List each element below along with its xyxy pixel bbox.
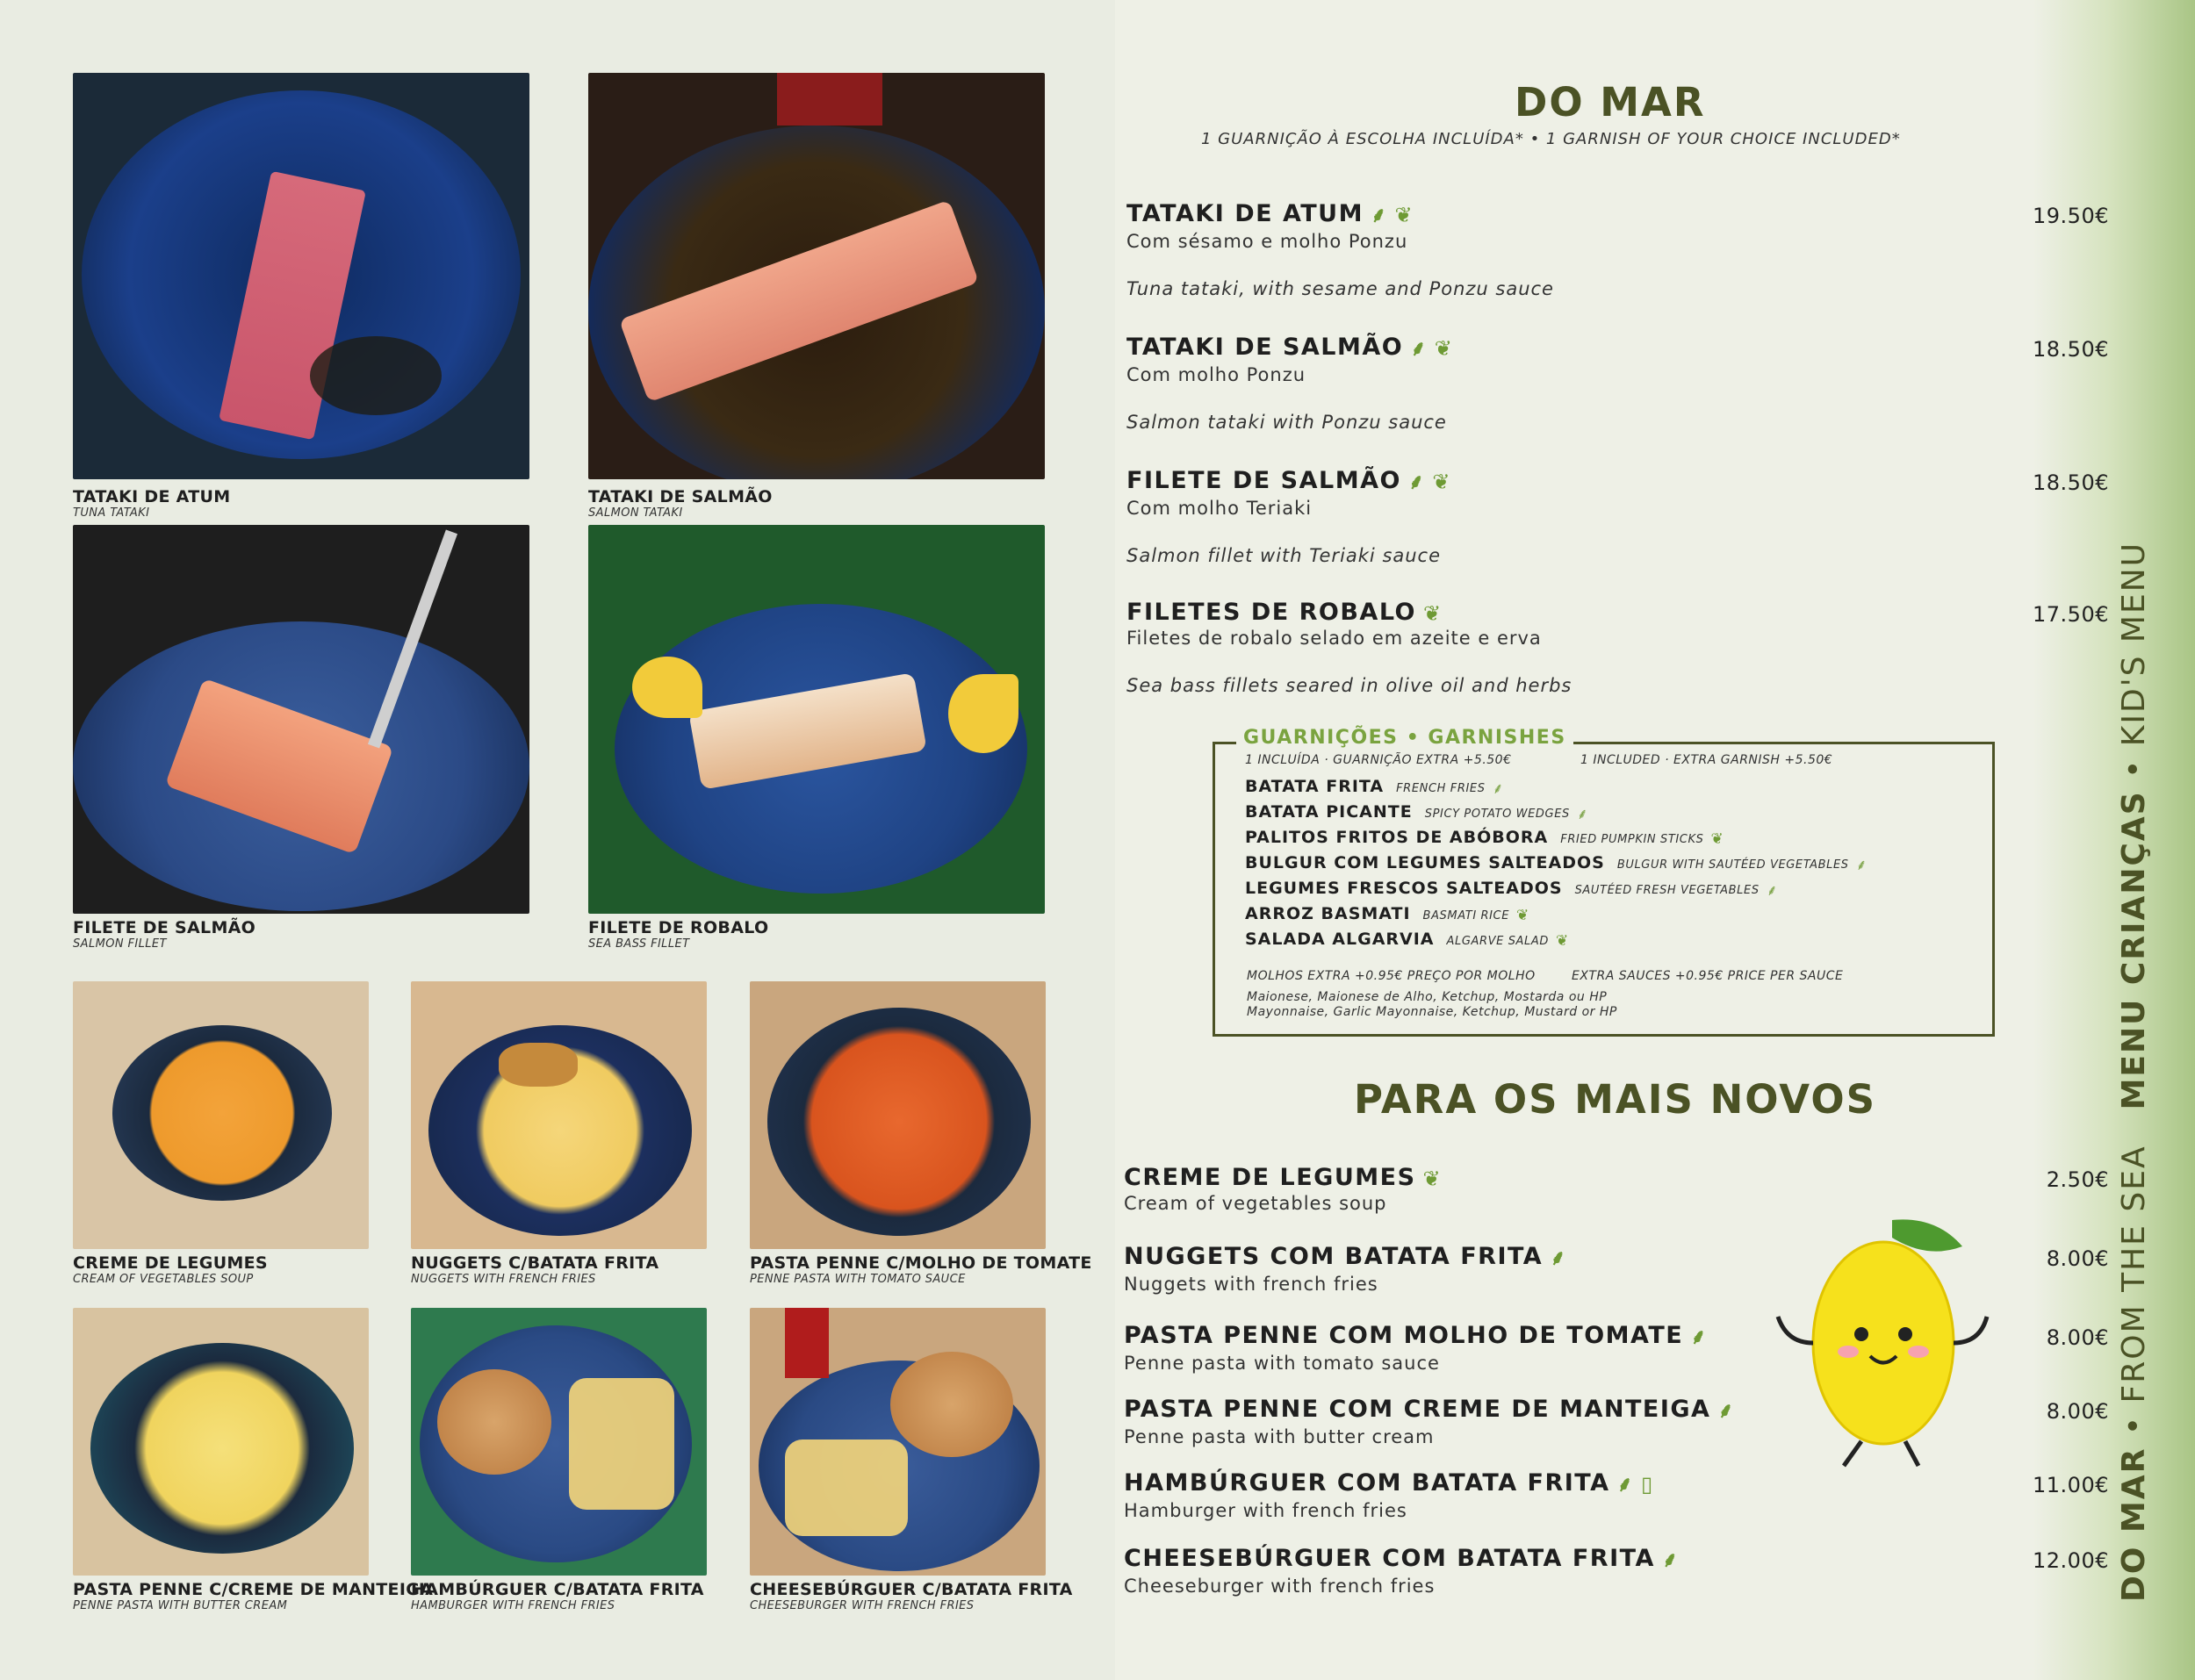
menu-item	[1126, 599, 1572, 696]
photo-subtitle: SALMON TATAKI	[588, 506, 683, 520]
menu-item	[1124, 1545, 1679, 1597]
photo-subtitle: NUGGETS WITH FRENCH FRIES	[411, 1273, 596, 1286]
garnish-item: BATATA FRITA FRENCH FRIES ⸙	[1245, 777, 1504, 798]
section-title-kids: PARA OS MAIS NOVOS	[1354, 1076, 1876, 1123]
leaf-icon: ❦	[1555, 931, 1569, 950]
wheat-icon: ⸙	[1766, 882, 1778, 900]
sauces-list-en: Mayonnaise, Garlic Mayonnaise, Ketchup, Mustard or HP	[1247, 1005, 1617, 1019]
photo-salmon-tataki	[588, 73, 1045, 479]
milk-icon: ▯	[1641, 1471, 1654, 1497]
sauces-price-en: EXTRA SAUCES +0.95€ PRICE PER SAUCE	[1572, 969, 1844, 983]
photo-subtitle: PENNE PASTA WITH BUTTER CREAM	[73, 1599, 288, 1612]
leaf-icon: ❦	[1394, 202, 1414, 227]
photo-subtitle: TUNA TATAKI	[73, 506, 150, 520]
leaf-icon: ❦	[1516, 906, 1529, 924]
leaf-icon: ❦	[1710, 829, 1724, 848]
wheat-icon: ⸙	[1550, 1246, 1567, 1270]
photo-subtitle: CHEESEBURGER WITH FRENCH FRIES	[750, 1599, 975, 1612]
item-description-en: Cheeseburger with french fries	[1124, 1576, 1436, 1597]
item-description-en: Hamburger with french fries	[1124, 1500, 1407, 1521]
menu-item	[1124, 1243, 1567, 1295]
leaf-icon: ❦	[1432, 469, 1452, 494]
photo-title: NUGGETS C/BATATA FRITA	[411, 1253, 659, 1273]
item-description-en: Cream of vegetables soup	[1124, 1193, 1387, 1214]
wheat-icon: ⸙	[1717, 1398, 1735, 1423]
photo-title: CHEESEBÚRGUER C/BATATA FRITA	[750, 1580, 1073, 1599]
wheat-icon: ⸙	[1410, 336, 1428, 361]
lemon-mascot-illustration	[1760, 1211, 2006, 1475]
item-description-pt: Com molho Teriaki	[1126, 498, 1313, 519]
item-name: CREME DE LEGUMES	[1124, 1164, 1416, 1191]
menu-item	[1126, 334, 1453, 433]
wheat-icon: ⸙	[1492, 780, 1504, 798]
garnish-item: BULGUR COM LEGUMES SALTEADOS BULGUR WITH SAUTÉED VEGETABLES ⸙	[1245, 853, 1868, 874]
wheat-icon: ⸙	[1407, 470, 1426, 494]
menu-item	[1126, 200, 1554, 299]
photo-tuna-tataki	[73, 73, 529, 479]
photo-title: FILETE DE ROBALO	[588, 918, 769, 937]
garnish-item: ARROZ BASMATI BASMATI RICE ❦	[1245, 904, 1529, 924]
garnish-item: SALADA ALGARVIA ALGARVE SALAD ❦	[1245, 930, 1569, 950]
photo-title: PASTA PENNE C/CREME DE MANTEIGA	[73, 1580, 434, 1599]
item-price: 2.50€	[2046, 1167, 2109, 1192]
item-description-en: Nuggets with french fries	[1124, 1274, 1378, 1295]
photo-nuggets	[411, 981, 707, 1249]
garnish-item: PALITOS FRITOS DE ABÓBORA FRIED PUMPKIN STICKS ❦	[1245, 828, 1724, 848]
photo-cheeseburger	[750, 1308, 1046, 1576]
item-description-en: Penne pasta with butter cream	[1124, 1426, 1435, 1447]
menu-item	[1124, 1164, 1442, 1214]
item-name: NUGGETS COM BATATA FRITA	[1124, 1243, 1544, 1270]
wheat-icon: ⸙	[1661, 1547, 1680, 1572]
menu-item	[1126, 467, 1451, 566]
sauces-list-pt: Maionese, Maionese de Alho, Ketchup, Mostarda ou HP	[1247, 990, 1608, 1004]
photo-subtitle: SALMON FILLET	[73, 937, 167, 951]
photo-penne-butter	[73, 1308, 369, 1576]
photo-subtitle: CREAM OF VEGETABLES SOUP	[73, 1273, 254, 1286]
item-price: 17.50€	[2033, 602, 2109, 627]
item-name: CHEESEBÚRGUER COM BATATA FRITA	[1124, 1545, 1655, 1572]
item-description-en: Tuna tataki, with sesame and Ponzu sauce	[1126, 278, 1554, 299]
wheat-icon: ⸙	[1576, 806, 1588, 823]
item-description-en: Salmon fillet with Teriaki sauce	[1126, 545, 1442, 566]
photo-title: TATAKI DE SALMÃO	[588, 487, 773, 506]
photo-soup	[73, 981, 369, 1249]
item-price: 8.00€	[2046, 1399, 2109, 1424]
item-description-pt: Filetes de robalo selado em azeite e erva	[1126, 628, 1542, 649]
item-name: TATAKI DE SALMÃO	[1126, 334, 1404, 361]
section-subtitle-do-mar: 1 GUARNIÇÃO À ESCOLHA INCLUÍDA* • 1 GARNISH OF YOUR CHOICE INCLUDED*	[1201, 130, 1901, 148]
menu-item	[1124, 1322, 1708, 1374]
menu-item	[1124, 1469, 1654, 1521]
item-description-pt: Com molho Ponzu	[1126, 364, 1306, 385]
garnish-item: BATATA PICANTE SPICY POTATO WEDGES ⸙	[1245, 802, 1588, 823]
item-description-pt: Com sésamo e molho Ponzu	[1126, 231, 1408, 252]
garnish-item: LEGUMES FRESCOS SALTEADOS SAUTÉED FRESH VEGETABLES ⸙	[1245, 879, 1778, 900]
side-section-label: DO MAR • FROM THE SEAMENU CRIANÇAS • KID'S MENU	[2116, 541, 2152, 1602]
wheat-icon: ⸙	[1370, 203, 1388, 227]
item-price: 18.50€	[2033, 337, 2109, 362]
item-price: 19.50€	[2033, 204, 2109, 228]
photo-title: HAMBÚRGUER C/BATATA FRITA	[411, 1580, 704, 1599]
item-name: PASTA PENNE COM CREME DE MANTEIGA	[1124, 1396, 1711, 1423]
garnishes-title: GUARNIÇÕES • GARNISHES	[1236, 727, 1573, 749]
photo-sea-bass	[588, 525, 1045, 914]
item-price: 18.50€	[2033, 470, 2109, 495]
item-price: 12.00€	[2033, 1548, 2109, 1573]
photo-hamburger	[411, 1308, 707, 1576]
photo-title: FILETE DE SALMÃO	[73, 918, 256, 937]
garnishes-note-en: 1 INCLUDED · EXTRA GARNISH +5.50€	[1580, 753, 1833, 767]
item-name: HAMBÚRGUER COM BATATA FRITA	[1124, 1469, 1610, 1497]
wheat-icon: ⸙	[1616, 1472, 1635, 1497]
item-name: FILETE DE SALMÃO	[1126, 467, 1401, 494]
photo-penne-tomato	[750, 981, 1046, 1249]
photo-title: CREME DE LEGUMES	[73, 1253, 268, 1273]
item-name: FILETES DE ROBALO	[1126, 599, 1417, 626]
photo-subtitle: SEA BASS FILLET	[588, 937, 690, 951]
sauces-price-pt: MOLHOS EXTRA +0.95€ PREÇO POR MOLHO	[1247, 969, 1536, 983]
item-name: TATAKI DE ATUM	[1126, 200, 1364, 227]
wheat-icon: ⸙	[1855, 857, 1868, 874]
item-description-en: Salmon tataki with Ponzu sauce	[1126, 412, 1447, 433]
item-description-en: Penne pasta with tomato sauce	[1124, 1353, 1440, 1374]
photo-salmon-fillet	[73, 525, 529, 914]
item-description-en: Sea bass fillets seared in olive oil and herbs	[1126, 675, 1572, 696]
section-title-do-mar: DO MAR	[1515, 79, 1706, 126]
leaf-icon: ❦	[1422, 1166, 1443, 1191]
leaf-icon: ❦	[1423, 600, 1443, 626]
item-price: 8.00€	[2046, 1325, 2109, 1350]
photo-title: PASTA PENNE C/MOLHO DE TOMATE	[750, 1253, 1092, 1273]
garnishes-note-pt: 1 INCLUÍDA · GUARNIÇÃO EXTRA +5.50€	[1245, 753, 1512, 767]
photo-title: TATAKI DE ATUM	[73, 487, 231, 506]
photo-subtitle: PENNE PASTA WITH TOMATO SAUCE	[750, 1273, 966, 1286]
photo-subtitle: HAMBURGER WITH FRENCH FRIES	[411, 1599, 615, 1612]
item-price: 8.00€	[2046, 1246, 2109, 1271]
leaf-icon: ❦	[1434, 335, 1454, 361]
wheat-icon: ⸙	[1690, 1325, 1708, 1349]
menu-item	[1124, 1396, 1735, 1447]
item-name: PASTA PENNE COM MOLHO DE TOMATE	[1124, 1322, 1684, 1349]
item-price: 11.00€	[2033, 1473, 2109, 1497]
